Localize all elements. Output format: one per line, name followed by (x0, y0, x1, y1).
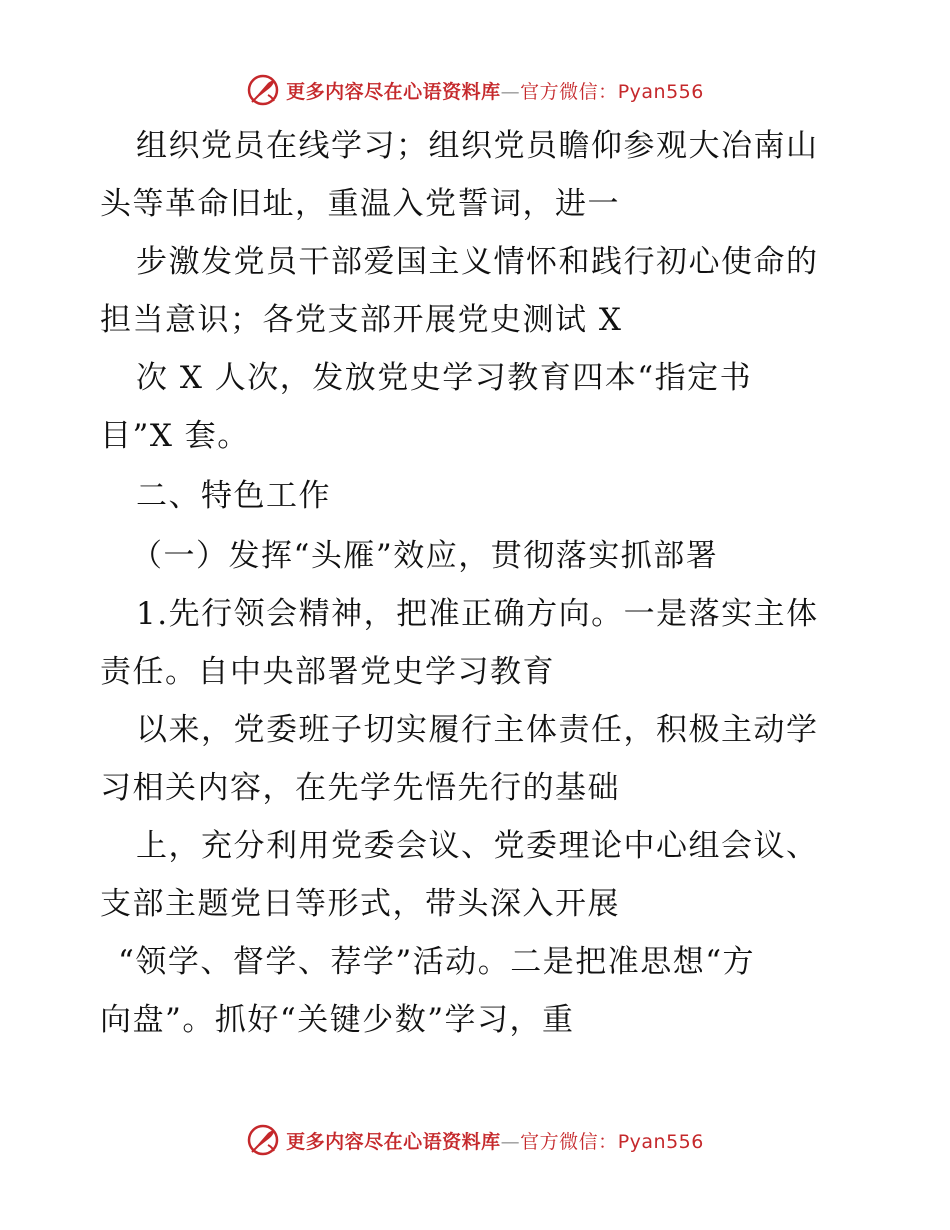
banner-sub-text: 官方微信： (520, 80, 618, 103)
banner-separator: — (500, 1130, 521, 1153)
banner-main-text: 更多内容尽在心语资料库 (286, 80, 501, 103)
banner-wechat-id: Pyan556 (617, 1130, 704, 1153)
paragraph-line: 1.先行领会精神，把准正确方向。一是落实主体 (136, 596, 819, 632)
banner-text (286, 77, 704, 104)
section-heading: 二、特色工作 (136, 478, 331, 514)
paragraph-line: 次 X 人次，发放党史学习教育四本“指定书 (136, 360, 753, 396)
banner-main-text: 更多内容尽在心语资料库 (286, 1130, 501, 1153)
paragraph-line: 头等革命旧址，重温入党誓词，进一 (100, 186, 620, 222)
quill-pen-logo-icon (246, 1123, 280, 1157)
banner-separator: — (500, 80, 521, 103)
subsection-heading: （一）发挥“头雁”效应，贯彻落实抓部署 (131, 538, 719, 574)
paragraph-line: 以来，党委班子切实履行主体责任，积极主动学 (136, 712, 819, 748)
paragraph-line: 上，充分利用党委会议、党委理论中心组会议、 (136, 828, 819, 864)
paragraph-line: 习相关内容，在先学先悟先行的基础 (100, 770, 620, 806)
paragraph-line: 支部主题党日等形式，带头深入开展 (100, 886, 620, 922)
footer-banner (0, 1120, 950, 1160)
quill-pen-logo-icon (246, 73, 280, 107)
paragraph-line: 步激发党员干部爱国主义情怀和践行初心使命的 (136, 244, 819, 280)
paragraph-line: 担当意识；各党支部开展党史测试 X (100, 302, 623, 338)
banner-sub-text: 官方微信： (520, 1130, 618, 1153)
paragraph-line: “领学、督学、荐学”活动。二是把准思想“方 (118, 944, 756, 980)
banner-text (286, 1127, 704, 1154)
paragraph-line: 责任。自中央部署党史学习教育 (100, 654, 555, 690)
paragraph-line: 向盘”。抓好“关键少数”学习，重 (100, 1002, 575, 1038)
banner-wechat-id: Pyan556 (617, 80, 704, 103)
paragraph-line: 目”X 套。 (100, 418, 250, 454)
header-banner (0, 70, 950, 110)
paragraph-line: 组织党员在线学习；组织党员瞻仰参观大冶南山 (136, 128, 819, 164)
